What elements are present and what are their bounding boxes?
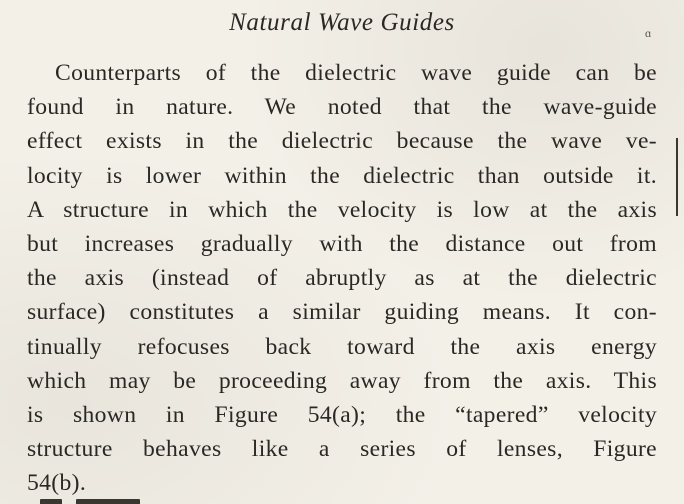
text-line: surface) constitutes a similar guiding means. It con- [27,299,657,326]
text-line: the axis (instead of abruptly as at the dielectric [27,265,657,292]
text-line: structure behaves like a series of lenses, Figure [27,436,657,463]
cut-off-next-line [40,490,260,504]
text-line: A structure in which the velocity is low at the axis [27,196,657,223]
text-line: locity is lower within the dielectric than outside it. [27,162,657,189]
text-line: tinually refocuses back toward the axis energy [27,333,657,360]
text-line: but increases gradually with the distance out from [27,231,657,258]
text-line: which may be proceeding away from the axis. This [27,367,657,394]
text-line: effect exists in the dielectric because the wave ve- [27,128,657,155]
body-paragraph [27,56,657,501]
text-line: is shown in Figure 54(a); the “tapered” velocity [27,402,657,429]
text-line: found in nature. We noted that the wave-guide [27,94,657,121]
text-line: 54(b). [27,470,87,497]
page-heading: Natural Wave Guides [229,9,455,36]
corner-mark: ɑ [645,26,652,40]
text-line: Counterparts of the dielectric wave guide can be [55,60,657,86]
margin-change-bar [676,138,678,216]
